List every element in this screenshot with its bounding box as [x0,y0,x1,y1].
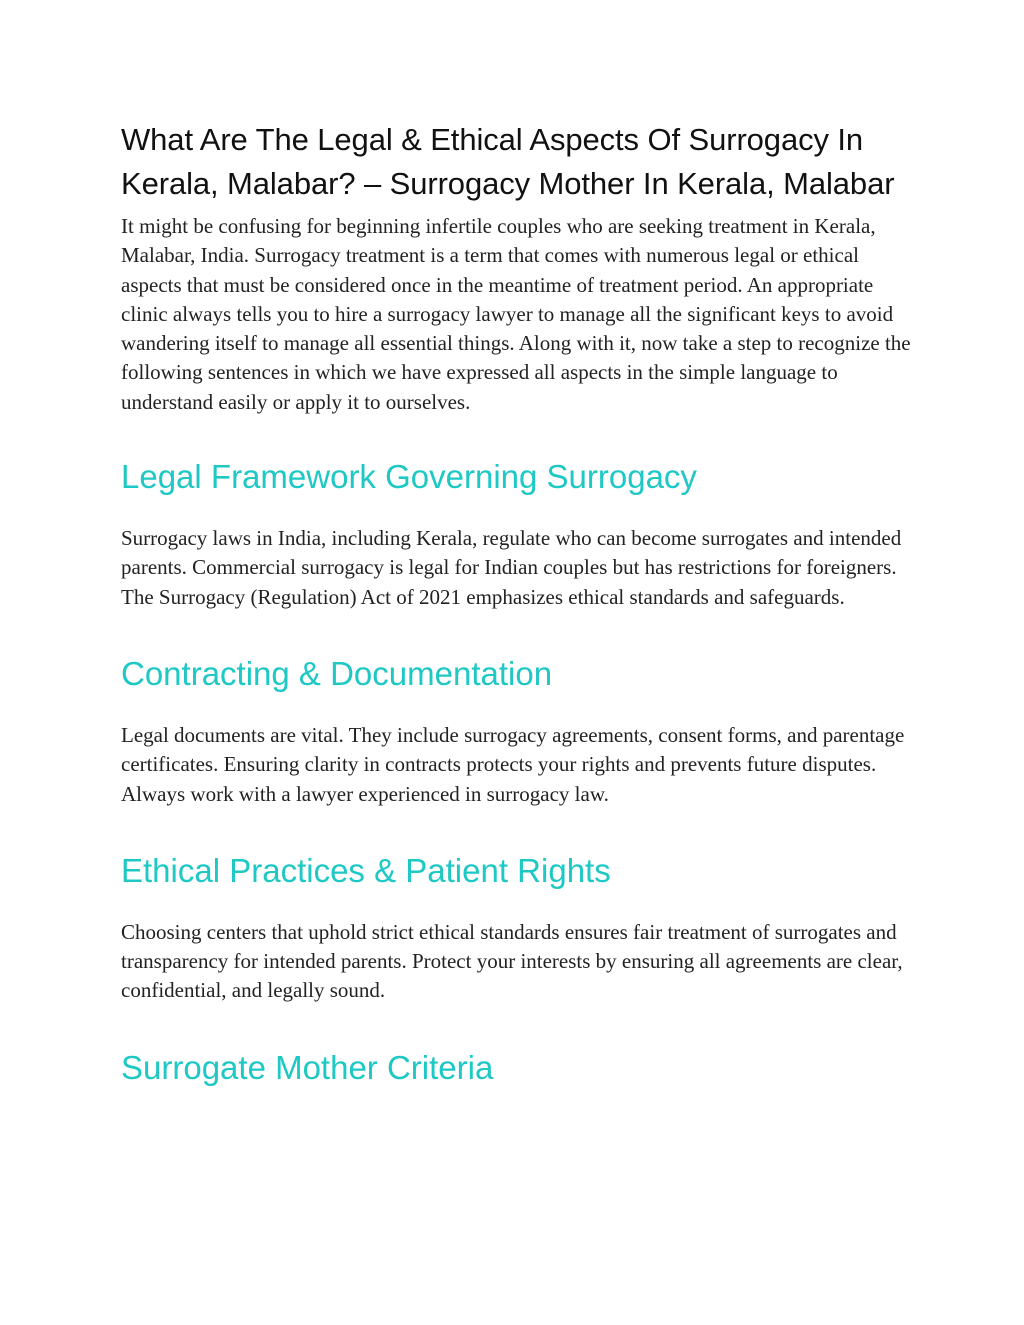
section-paragraph-legal-framework: Surrogacy laws in India, including Kerala, regulate who can become surrogates and intended parents. Commercial surrogacy is legal for Indian couples but has restrictions for foreigners. The Surrogacy (Regulation) Act of 2021 emphasizes ethical standards and safeguards. [121,526,902,609]
document-page [121,118,911,1088]
section-paragraph-ethical-practices: Choosing centers that uphold strict ethical standards ensures fair treatment of surrogates and transparency for intended parents. Protect your interests by ensuring all agreements are clear, confidential, and legally sound. [121,919,903,1003]
page-title: What Are The Legal & Ethical Aspects Of Surrogacy In Kerala, Malabar? – Surrogacy Mother In Kerala, Malabar [121,122,895,201]
intro-paragraph: It might be confusing for beginning infertile couples who are seeking treatment in Kerala, Malabar, India. Surrogacy treatment is a term that comes with numerous legal or ethical aspects that must be considered once in the meantime of treatment period. An appropriate clinic always tells you to hire a surrogacy lawyer to manage all the significant keys to avoid wandering itself to manage all essential things. Along with it, now take a step to recognize the following sentences in which we have expressed all aspects in the simple language to understand easily or apply it to ourselves. [121,214,911,414]
section-heading-contracting: Contracting & Documentation [121,654,553,692]
section-heading-surrogate-criteria: Surrogate Mother Criteria [121,1048,494,1086]
section-paragraph-contracting: Legal documents are vital. They include surrogacy agreements, consent forms, and parentage certificates. Ensuring clarity in contracts protects your rights and prevents future disputes. Always work with a lawyer experienced in surrogacy law. [121,722,905,806]
section-heading-ethical-practices: Ethical Practices & Patient Rights [121,851,611,889]
section-heading-legal-framework: Legal Framework Governing Surrogacy [121,458,697,496]
